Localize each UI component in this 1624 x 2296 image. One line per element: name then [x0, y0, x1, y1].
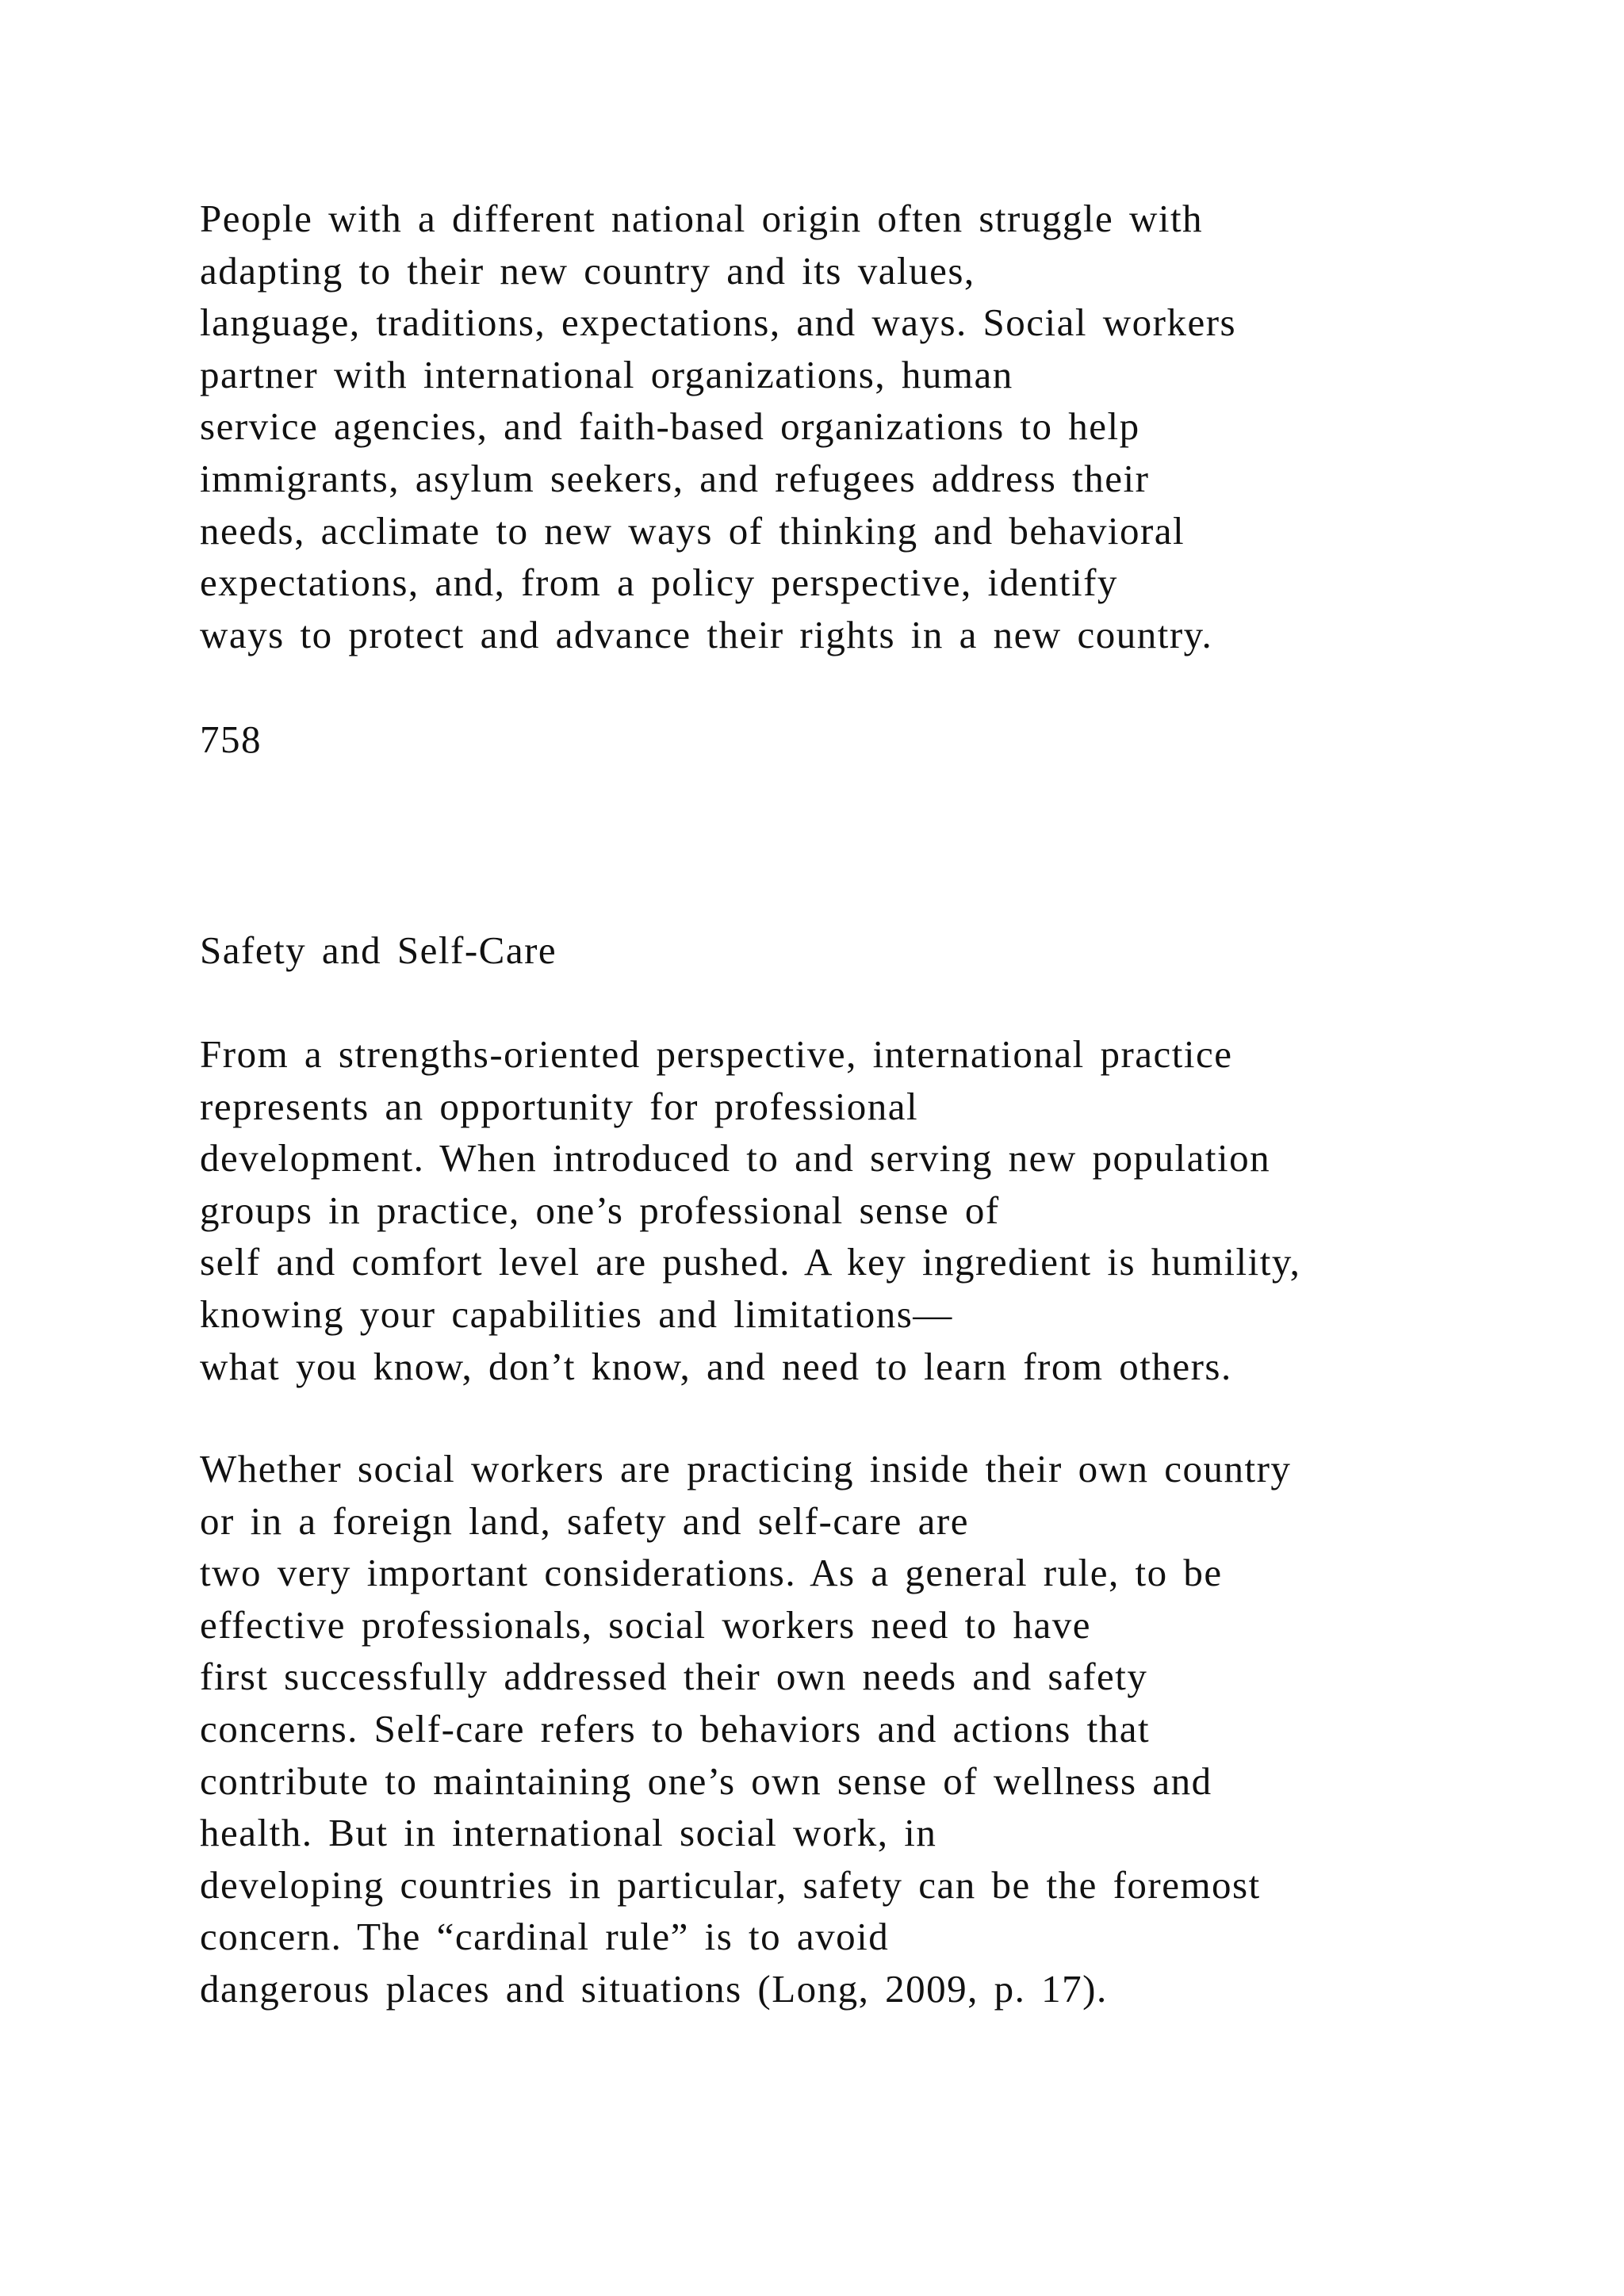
text-line: immigrants, asylum seekers, and refugees address their	[200, 456, 1150, 500]
text-line: expectations, and, from a policy perspective, identify	[200, 561, 1118, 605]
text-line: From a strengths-oriented perspective, international practice	[200, 1032, 1233, 1076]
paragraph-safety-self-care	[200, 1443, 1291, 2015]
text-line: health. But in international social work, in	[200, 1811, 937, 1855]
text-line: what you know, don’t know, and need to learn from others.	[200, 1344, 1232, 1388]
paragraph-immigrant-adaptation	[200, 193, 1236, 660]
text-line: first successfully addressed their own needs and safety	[200, 1655, 1148, 1699]
section-heading: Safety and Self-Care	[200, 928, 557, 972]
text-line: or in a foreign land, safety and self-care are	[200, 1498, 969, 1543]
text-line: Whether social workers are practicing inside their own country	[200, 1447, 1292, 1490]
text-line: dangerous places and situations (Long, 2009, p. 17).	[200, 1966, 1108, 2011]
text-line: service agencies, and faith-based organizations to help	[200, 404, 1140, 449]
text-line: needs, acclimate to new ways of thinking and behavioral	[200, 508, 1185, 553]
text-line: People with a different national origin often struggle with	[200, 197, 1204, 240]
text-line: represents an opportunity for professional	[200, 1084, 919, 1128]
text-line: effective professionals, social workers need to have	[200, 1602, 1092, 1647]
text-line: contribute to maintaining one’s own sense of wellness and	[200, 1758, 1212, 1803]
text-line: two very important considerations. As a general rule, to be	[200, 1551, 1223, 1595]
text-line: groups in practice, one’s professional sense of	[200, 1188, 1000, 1232]
text-line: knowing your capabilities and limitations—	[200, 1292, 953, 1336]
text-line: development. When introduced to and serving new population	[200, 1136, 1271, 1181]
text-line: language, traditions, expectations, and ways. Social workers	[200, 300, 1237, 345]
paragraph-strengths-perspective	[200, 1028, 1300, 1392]
text-line: partner with international organizations, human	[200, 352, 1013, 396]
text-line: concern. The “cardinal rule” is to avoid	[200, 1915, 890, 1959]
text-line: ways to protect and advance their rights in a new country.	[200, 612, 1213, 656]
text-line: concerns. Self-care refers to behaviors and actions that	[200, 1706, 1151, 1751]
page-number: 758	[200, 718, 262, 761]
text-line: adapting to their new country and its values,	[200, 248, 975, 293]
text-line: developing countries in particular, safety can be the foremost	[200, 1862, 1261, 1907]
text-line: self and comfort level are pushed. A key ingredient is humility,	[200, 1240, 1301, 1284]
